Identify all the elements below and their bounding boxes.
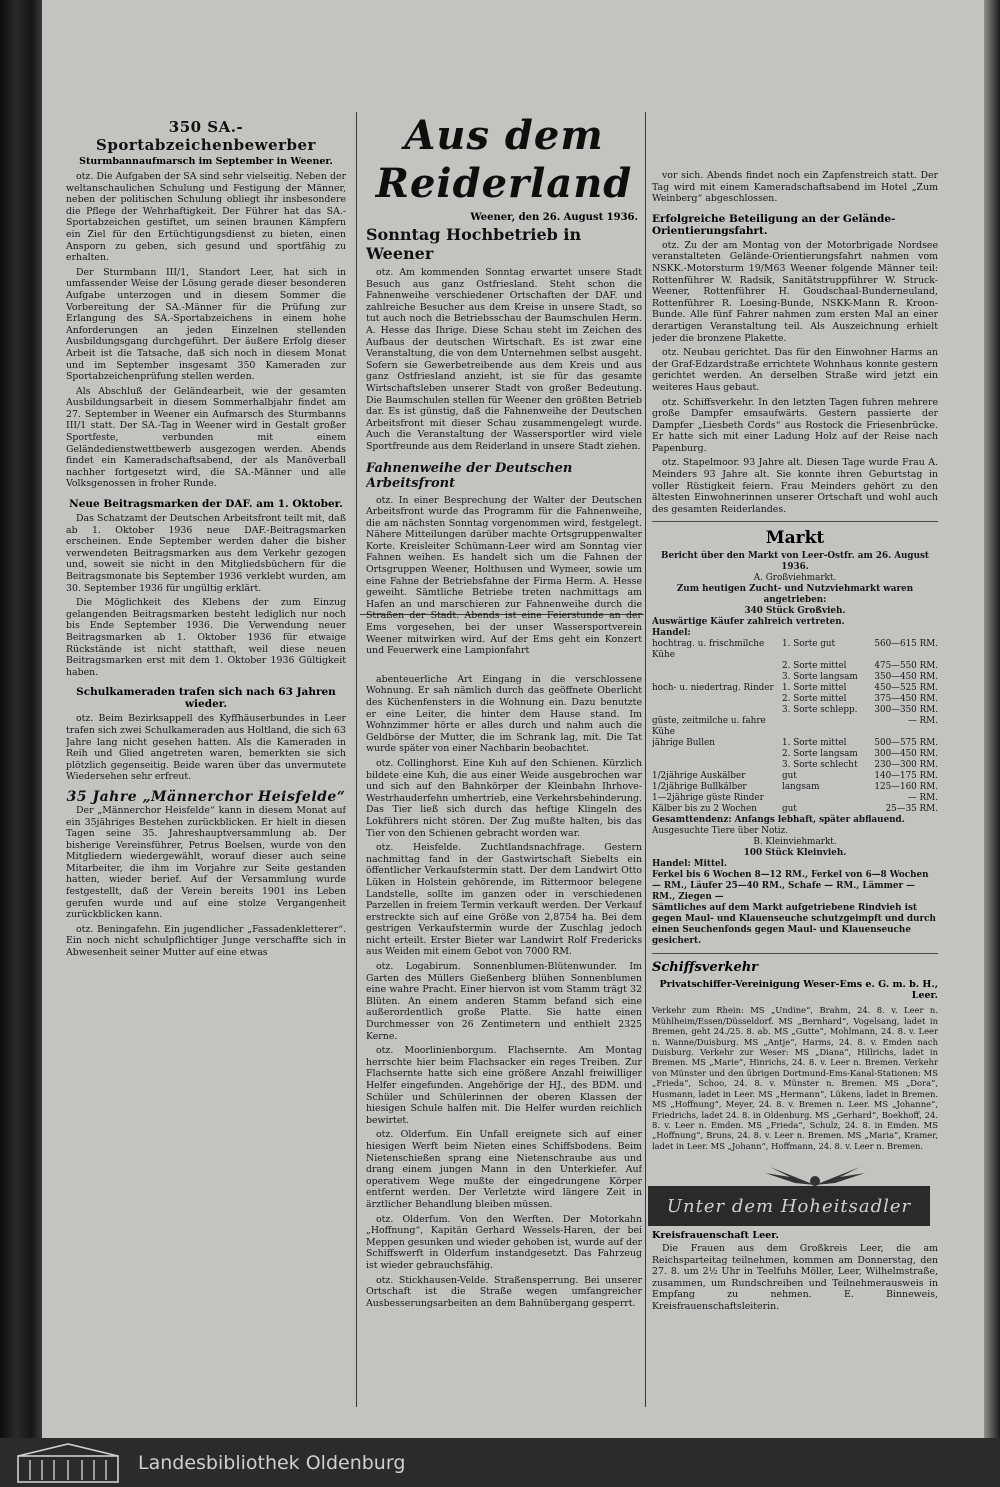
market-table	[652, 639, 938, 815]
market-cell: 230—300 RM.	[874, 760, 938, 771]
market-cell: 375—450 RM.	[874, 694, 938, 705]
column-3	[652, 170, 938, 1170]
market-row	[652, 760, 938, 771]
market-cell: 2. Sorte mittel	[782, 661, 847, 672]
paragraph: otz. Stapelmoor. 93 Jahre alt. Diesen Tage wurde Frau A. Meinders 93 Jahre alt. Sie konnte ihren Geburtstag in voller Rüstigkeit feiern. Frau Meinders gehört zu den ältesten Einwohnerinnen unserer Ortschaft und wohl auch des gesamten Reiderlandes.	[652, 457, 938, 515]
market-row	[652, 694, 938, 705]
market-cell: 2. Sorte mittel	[782, 694, 847, 705]
market-row	[652, 661, 938, 672]
paragraph: Der „Männerchor Heisfelde“ kann in diesem Monat auf ein 35jähriges Bestehen zurückblicken. Er hielt in diesen Tagen seine 35. Jahreshauptversammlung ab. Der bisherige Vereinsführer, Petrus Boelsen, wurde von den Mitgliedern wiedergewählt, worauf dieser auch seine Mitarbeiter, die ihm im Vorjahre zur Seite gestanden hatten, wieder berief. Auf der Versammlung wurde festgestellt, daß der Verein bereits 1901 ins Leben gerufen wurde und auf eine stolze Vergangenheit zurückblicken kann.	[66, 804, 346, 921]
market-row	[652, 793, 938, 804]
article-heading: Neue Beitragsmarken der DAF. am 1. Oktober.	[69, 498, 343, 511]
market-line: Ferkel bis 6 Wochen 8—12 RM., Ferkel von 6—8 Wochen — RM., Läufer 25—40 RM., Schafe — RM., Lämmer — RM., Ziegen —	[652, 870, 929, 903]
paragraph: otz. Am kommenden Sonntag erwartet unsere Stadt Besuch aus ganz Ostfriesland. Steht schon die Fahnenweihe verschiedener Ortschaften der DAF. und zahlreiche Besucher aus dem Kreise in unsere Stadt, so tut auch noch die Betriebsschau der Baumschulen Herm. A. Hesse das Ihrige. Diese Schau steht im Zeichen des Aufbaus der deutschen Wirtschaft. Es ist zwar eine Veranstaltung, die von dem Unternehmen selbst ausgeht. Sofern sie Gewerbetreibende aus dem Kreis und aus ganz Ostfriesland anzieht, ist sie für das gesamte Wirtschaftsleben unserer Stadt von großer Bedeutung. Die Baumschulen stellen für Weener den größten Betrieb dar. Es ist günstig, daß die Fahnenweihe der Deutschen Arbeitsfront mit dieser Schau zusammengelegt wurde. Auch die Veranstaltung der Wassersportler wird viele Sportfreunde aus dem Reiderland in unsere Stadt ziehen.	[366, 267, 642, 452]
column-1	[66, 112, 346, 1407]
market-section: B. Kleinviehmarkt.	[753, 837, 837, 848]
market-line: Auswärtige Käufer zahlreich vertreten.	[652, 617, 845, 628]
market-cell: hoch- u. niedertrag. Rinder	[652, 683, 774, 694]
market-cell: 1. Sorte mittel	[782, 683, 847, 694]
market-cell: 1. Sorte mittel	[782, 738, 847, 749]
paragraph: otz. Zu der am Montag von der Motorbrigade Nordsee veranstalteten Gelände-Orientierungsfahrt nahmen vom NSKK.-Motorsturm 19/M63 Weener folgende Männer teil: Rottenführer W. Radsik, Sanitätstruppführer W. Struck-Weener, Rottenführer H. Goudschaal-Bunderneuland, Rottenführer R. Loesing-Bunde, NSKK-Mann R. Kroon-Bunde. Alle fünf Fahrer nahmen zum ersten Mal an einer derartigen Veranstaltung teil. Als Auszeichnung erhielt jeder die bronzene Plakette.	[652, 239, 938, 344]
page-edge	[984, 0, 1000, 1438]
column-3-bottom	[652, 1230, 938, 1408]
article-subheading: Sturmbannaufmarsch im September in Weener.	[79, 156, 333, 167]
article-heading: Schulkameraden trafen sich nach 63 Jahren wieder.	[76, 686, 336, 711]
market-cell: 3. Sorte schlecht	[782, 760, 858, 771]
market-report	[652, 551, 938, 947]
market-row	[652, 771, 938, 782]
market-line: Gesamttendenz: Anfangs lebhaft, später abflauend.	[652, 815, 905, 826]
paragraph: otz. Moorlinienborgum. Flachsernte. Am Montag herrschte hier beim Flachsacker ein reges Treiben. Zur Flachsernte hatte sich eine größere Anzahl freiwilliger Helfer eingefunden. Angehörige der HJ., des BDM. und Schüler und Schülerinnen der oberen Klassen der hiesigen Schule halfen mit. Die Helfer wurden reichlich bewirtet.	[366, 1045, 642, 1126]
market-row	[652, 738, 938, 749]
market-cell: 125—160 RM.	[874, 782, 938, 793]
market-line: Handel: Mittel.	[652, 859, 728, 870]
market-cell	[652, 705, 782, 716]
market-cell	[652, 672, 782, 683]
market-cell: jährige Bullen	[652, 738, 715, 749]
paragraph: otz. Heisfelde. Zuchtlandsnachfrage. Gestern nachmittag fand in der Gastwirtschaft Siebelts ein öffentlicher Verkaufstermin statt. Der dem Landwirt Otto Lüken in Holstein gehörende, im Rittermoor belegene Landstelle, sollte im ganzen oder in verschiedenen Parzellen in freiem Termin verkauft werden. Der Verkauf erstreckte sich auf eine Größe von 2,8754 ha. Bei dem gestrigen Verkaufstermin wurde der Zuschlag jedoch nicht erteilt. Erster Bieter war Landwirt Rolf Fredericks aus Weiden mit einem Gebot von 7000 RM.	[366, 842, 642, 958]
market-cell: 450—525 RM.	[874, 683, 938, 694]
article-heading: Schiffsverkehr	[652, 960, 759, 976]
dateline: Weener, den 26. August 1936.	[470, 212, 638, 223]
article-heading: Erfolgreiche Beteiligung an der Gelände-Orientierungsfahrt.	[652, 212, 896, 237]
market-cell: 1/2jährige Auskälber	[652, 771, 746, 782]
market-row	[652, 683, 938, 694]
market-cell	[782, 716, 860, 738]
section-banner: Unter dem Hoheitsadler	[648, 1186, 930, 1226]
paragraph: Das Schatzamt der Deutschen Arbeitsfront teilt mit, daß ab 1. Oktober 1936 neue DAF.-Beitragsmarken erscheinen. Ende September werden daher die bisher verwendeten Beitragsmarken aus dem Verkehr gezogen und, soweit sie nicht in den Mitgliedsbüchern für die Beitragsmonate bis September 1936 verklebt wurden, am 30. September 1936 für ungültig erklärt.	[66, 513, 346, 594]
market-cell: 300—350 RM.	[874, 705, 938, 716]
column-rule	[645, 112, 646, 1407]
paragraph: Als Abschluß der Geländearbeit, wie der gesamten Ausbildungsarbeit in diesem Sommerhalbjahr findet am 27. September in Weener ein Aufmarsch des Sturmbanns III/1 statt. Der SA.-Tag in Weener wird in Gestalt großer Sportfeste, verbunden mit einem Geländedienstwettbewerb ausgezogen werden. Abends findet ein Kameradschaftsabend, der als Manöverball nachher fortgesetzt wird, die SA.-Männer und alle Volksgenossen in froher Runde.	[66, 385, 346, 490]
paragraph: otz. Olderfum. Ein Unfall ereignete sich auf einer hiesigen Werft beim Nieten eines Schiffsbodens. Beim Nietenschießen sprang eine Nietenschraube aus und drang einem jungen Mann in den Unterkiefer. Auf operativem Wege mußte der eingedrungene Körper entfernt werden. Der Verletzte wird längere Zeit in ärztlicher Behandlung bleiben müssen.	[366, 1129, 642, 1210]
market-cell	[652, 661, 782, 672]
market-cell: 3. Sorte langsam	[782, 672, 858, 683]
paragraph: otz. Stickhausen-Velde. Straßensperrung. Bei unserer Ortschaft ist die Straße wegen umfangreicher Ausbesserungsarbeiten an dem Bahnübergang gesperrt.	[366, 1274, 642, 1309]
market-row	[652, 672, 938, 683]
market-cell: langsam	[782, 782, 820, 793]
market-cell: 1—2jährige güste Rinder	[652, 793, 764, 804]
market-cell	[652, 749, 782, 760]
market-line: Handel:	[652, 628, 691, 639]
market-cell: 140—175 RM.	[874, 771, 938, 782]
article-heading: Markt	[765, 528, 825, 549]
book-binding	[0, 0, 42, 1438]
paragraph: Die Frauen aus dem Großkreis Leer, die am Reichsparteitag teilnehmen, kommen am Donnerstag, den 27. 8. um 2½ Uhr in Teelfuhs Möller, Leer, Wilhelmstraße, zusammen, um Rundschreiben und Teilnehmerausweis in Empfang zu nehmen. E. Binneweis, Kreisfrauenschaftsleiterin.	[652, 1243, 938, 1312]
market-cell: hochtrag. u. frischmilche Kühe	[652, 639, 765, 661]
article-heading: Fahnenweihe der Deutschen Arbeitsfront	[366, 460, 573, 491]
market-cell: 2. Sorte langsam	[782, 749, 858, 760]
market-line: 340 Stück Großvieh.	[744, 606, 846, 617]
market-row	[652, 749, 938, 760]
paragraph: abenteuerliche Art Eingang in die verschlossene Wohnung. Er sah nämlich durch das geöffnete Oberlicht des Küchenfensters in die Wohnung ein. Dazu benutzte er eine Leiter, die hinter dem Hause stand. Im Wohnzimmer hörte er alles durch und nahm auch die Geldbörse der Mutter, die im Schrank lag, mit. Die Tat wurde später von einer Nachbarin beobachtet.	[366, 673, 642, 755]
market-cell: — RM.	[907, 793, 938, 804]
market-cell	[652, 760, 782, 771]
market-row	[652, 639, 938, 661]
paragraph: otz. Schiffsverkehr. In den letzten Tagen fuhren mehrere große Dampfer emsaufwärts. Gestern passierte der Dampfer „Liesbeth Cords“ aus Rostock die Friesenbrücke. Er hatte sich mit einer Ladung Holz auf der Reise nach Papenburg.	[652, 396, 938, 454]
market-cell: 1. Sorte gut	[782, 639, 836, 650]
market-cell: Kälber bis zu 2 Wochen	[652, 804, 757, 815]
market-line: Sämtliches auf dem Markt aufgetriebene Rindvieh ist gegen Maul- und Klauenseuche schutzgeimpft und durch einen Seuchenfonds gegen Maul- und Klauenseuche gesichert.	[652, 903, 936, 947]
market-cell: 25—35 RM.	[885, 804, 938, 815]
market-cell: güste, zeitmilche u. fahre Kühe	[652, 716, 766, 738]
paragraph: otz. In einer Besprechung der Walter der Deutschen Arbeitsfront wurde das Programm für die Fahnenweihe, die am nächsten Sonntag vorgenommen wird, festgelegt. Nähere Mitteilungen darüber machte Ortsgruppenwalter Korte. Kreisleiter Schümann-Leer wird am Sonntag vier Fahnen weihen. Es handelt sich um die Fahnen der Ortsgruppen Weener, Holthusen und Wymeer, sowie um eine Fahne der Betriebsfahne der Firma Herm. A. Hesse geweiht. Sämtliche Betriebe treten nachmittags am Hafen an und marschieren zur Fahnenweihe durch die Straßen der Stadt. Abends ist eine Feierstunde an der Ems vorgesehen, bei der unser Wassersportverein Weener mitwirken wird. Auf der Ems geht ein Konzert und Feuerwerk eine Lampionfahrt	[366, 494, 642, 657]
article-heading: Sonntag Hochbetrieb in Weener	[366, 225, 582, 263]
section-masthead: Aus dem Reiderland	[375, 112, 633, 207]
article-subheading: Privatschiffer-Vereinigung Weser-Ems e. G. m. b. H., Leer.	[659, 979, 938, 1002]
market-row	[652, 804, 938, 815]
market-row	[652, 782, 938, 793]
market-section: A. Großviehmarkt.	[753, 573, 837, 584]
paragraph: otz. Logabirum. Sonnenblumen-Blütenwunder. Im Garten des Müllers Gießenberg blühen Sonnenblumen eine wahre Pracht. Einer hiervon ist vom Stamm trägt 32 Blüten. An einem anderen Stamm befand sich eine außerordentlich große Platte. Sie hatte einen Durchmesser von 26 Zentimetern und enthielt 2325 Kerne.	[366, 961, 642, 1042]
article-heading: 35 Jahre „Männerchor Heisfelde“	[66, 788, 346, 805]
paragraph: otz. Collinghorst. Eine Kuh auf den Schienen. Kürzlich bildete eine Kuh, die aus einer Weide ausgebrochen war und sich auf den Bahnkörper der Kleinbahn Ihrhove-Westrhauderfehn umhertrieb, eine Verkehrsbehinderung. Das Tier ließ sich durch das heftige Klingeln des Lokführers nicht stören. Der Zug mußte halten, bis das Tier von den Schienen gebracht worden war.	[366, 757, 642, 839]
market-cell: 500—575 RM.	[874, 738, 938, 749]
market-line: 100 Stück Kleinvieh.	[743, 848, 847, 859]
market-line: Ausgesuchte Tiere über Notiz.	[652, 826, 789, 837]
market-cell: 475—550 RM.	[874, 661, 938, 672]
paragraph: Die Möglichkeit des Klebens der zum Einzug gelangenden Beitragsmarken besteht lediglich nur noch bis Ende September 1936. Die Verwendung neuer Beitragsmarken ab 1. Oktober 1936 für etwaige Rückstände ist nicht statthaft, weil diese neuen Beitragsmarken erst mit dem 1. Oktober 1936 Gültigkeit haben.	[66, 597, 346, 678]
divider	[652, 521, 938, 522]
paragraph: otz. Olderfum. Von den Werften. Der Motorkahn „Hoffnung“, Kapitän Gerhard Wessels-Haren, der bei Meppen gesunken und wieder gehoben ist, wurde auf der Schiffswerft in Olderfum instandgesetzt. Das Fahrzeug ist wieder gebrauchsfähig.	[366, 1213, 642, 1271]
market-cell: 300—450 RM.	[874, 749, 938, 760]
article-heading: 350 SA.-Sportabzeichenbewerber	[96, 118, 316, 154]
paragraph: otz. Beim Bezirksappell des Kyffhäuserbundes in Leer trafen sich zwei Schulkameraden aus Holtland, die sich 63 Jahre lang nicht gesehen hatten. Als die Kameraden in Reih und Glied angetreten waren, bemerkten sie sich plötzlich gegenseitig. Beide waren über das unvermutete Wiedersehen sehr erfreut.	[66, 713, 346, 783]
market-subheading: Bericht über den Markt von Leer-Ostfr. am 26. August 1936.	[661, 551, 929, 573]
market-line: Zum heutigen Zucht- und Nutzviehmarkt waren angetrieben:	[676, 584, 914, 606]
paragraph: Der Sturmbann III/1, Standort Leer, hat sich in umfassender Weise der Lösung gerade dieser besonderen Aufgabe unterzogen und in diesem Sommer die Vorbereitung der SA.-Männer für die Prüfung zur Erlangung des SA.-Sportabzeichens in einem hohe Anforderungen an jeden Einzelnen stellenden Ausbildungsgang durchgeführt. Der äußere Erfolg dieser Arbeit ist die Tatsache, daß sich noch in diesem Monat und im September insgesamt 350 Kameraden zur Sportabzeichenprüfung stellen werden.	[66, 266, 346, 383]
paragraph: otz. Die Aufgaben der SA sind sehr vielseitig. Neben der weltanschaulichen Schulung und Festigung der Männer, neben der politischen Schulung obliegt ihr insbesondere die Pflege der Wehrhaftigkeit. Der Führer hat das SA.-Sportabzeichen gestiftet, um seinen braunen Kämpfern ein Ziel für den Ertüchtigungsdienst zu bieten, einen Ansporn zu geben, sich gesund und sportfähig zu erhalten.	[66, 171, 346, 264]
market-row	[652, 705, 938, 716]
paragraph: Verkehr zum Rhein: MS „Undine“, Brahm, 24. 8. v. Leer n. Mühlheim/Essen/Düsseldorf. MS „Bernhard“, Vogelsang, ladet in Bremen, geht 24./25. 8. ab. MS „Gutte“, Mohlmann, 24. 8. v. Leer n. Wanne/Duisburg. MS „Antje“, Harms, 24. 8. v. Emden nach Duisburg. Verkehr zur Weser: MS „Diana“, Hillrichs, ladet in Bremen. MS „Marie“, Hinrichs, 24. 8. v. Leer n. Bremen. Verkehr von Münster und den übrigen Dortmund-Ems-Kanal-Stationen: MS „Frieda“, Schoo, 24. 8. v. Münster n. Bremen. MS „Dora“, Husmann, ladet in Leer. MS „Hermann“, Lükens, ladet in Bremen. MS „Hoffnung“, Meyer, 24. 8. v. Bremen n. Leer. MS „Johanne“, Friedrichs, ladet 24. 8. in Oldenburg. MS „Gerhard“, Boekhoff, 24. 8. v. Leer n. Emden. MS „Frieda“, Schulz, 24. 8. in Emden. MS „Hoffnung“, Bruns, 24. 8. v. Leer n. Bremen. MS „Maria“, Kramer, ladet in Leer. MS „Johann“, Hoffmann, 24. 8. v. Leer n. Bremen.	[652, 1005, 938, 1151]
market-cell: gut	[782, 771, 797, 782]
market-cell: 560—615 RM.	[874, 639, 938, 650]
market-cell	[652, 694, 782, 705]
market-cell: gut	[782, 804, 797, 815]
market-cell	[782, 793, 860, 804]
paragraph: otz. Neubau gerichtet. Das für den Einwohner Harms an der Graf-Edzardstraße errichtete Wohnhaus konnte gestern gerichtet werden. An derselben Straße wird jetzt ein weiteres Haus gebaut.	[652, 347, 938, 393]
library-name: Landesbibliothek Oldenburg	[138, 1452, 406, 1474]
market-cell: 1/2jährige Bullkälber	[652, 782, 747, 793]
market-cell: 3. Sorte schlepp.	[782, 705, 858, 716]
divider	[652, 953, 938, 954]
column-2	[366, 112, 642, 1407]
paragraph: vor sich. Abends findet noch ein Zapfenstreich statt. Der Tag wird mit einem Kameradschaftsabend im Hotel „Zum Weinberg“ abgeschlossen.	[652, 170, 938, 205]
paragraph: otz. Beningafehn. Ein jugendlicher „Fassadenkletterer“. Ein noch nicht schulpflichtiger Junge verschaffte sich in Abwesenheit seiner Mutter auf eine etwas	[66, 923, 346, 959]
market-cell: — RM.	[907, 716, 938, 727]
market-row	[652, 716, 938, 738]
column-rule	[356, 112, 357, 1407]
library-building-icon	[12, 1442, 124, 1484]
market-cell: 350—450 RM.	[874, 672, 938, 683]
article-heading: Kreisfrauenschaft Leer.	[652, 1230, 779, 1241]
